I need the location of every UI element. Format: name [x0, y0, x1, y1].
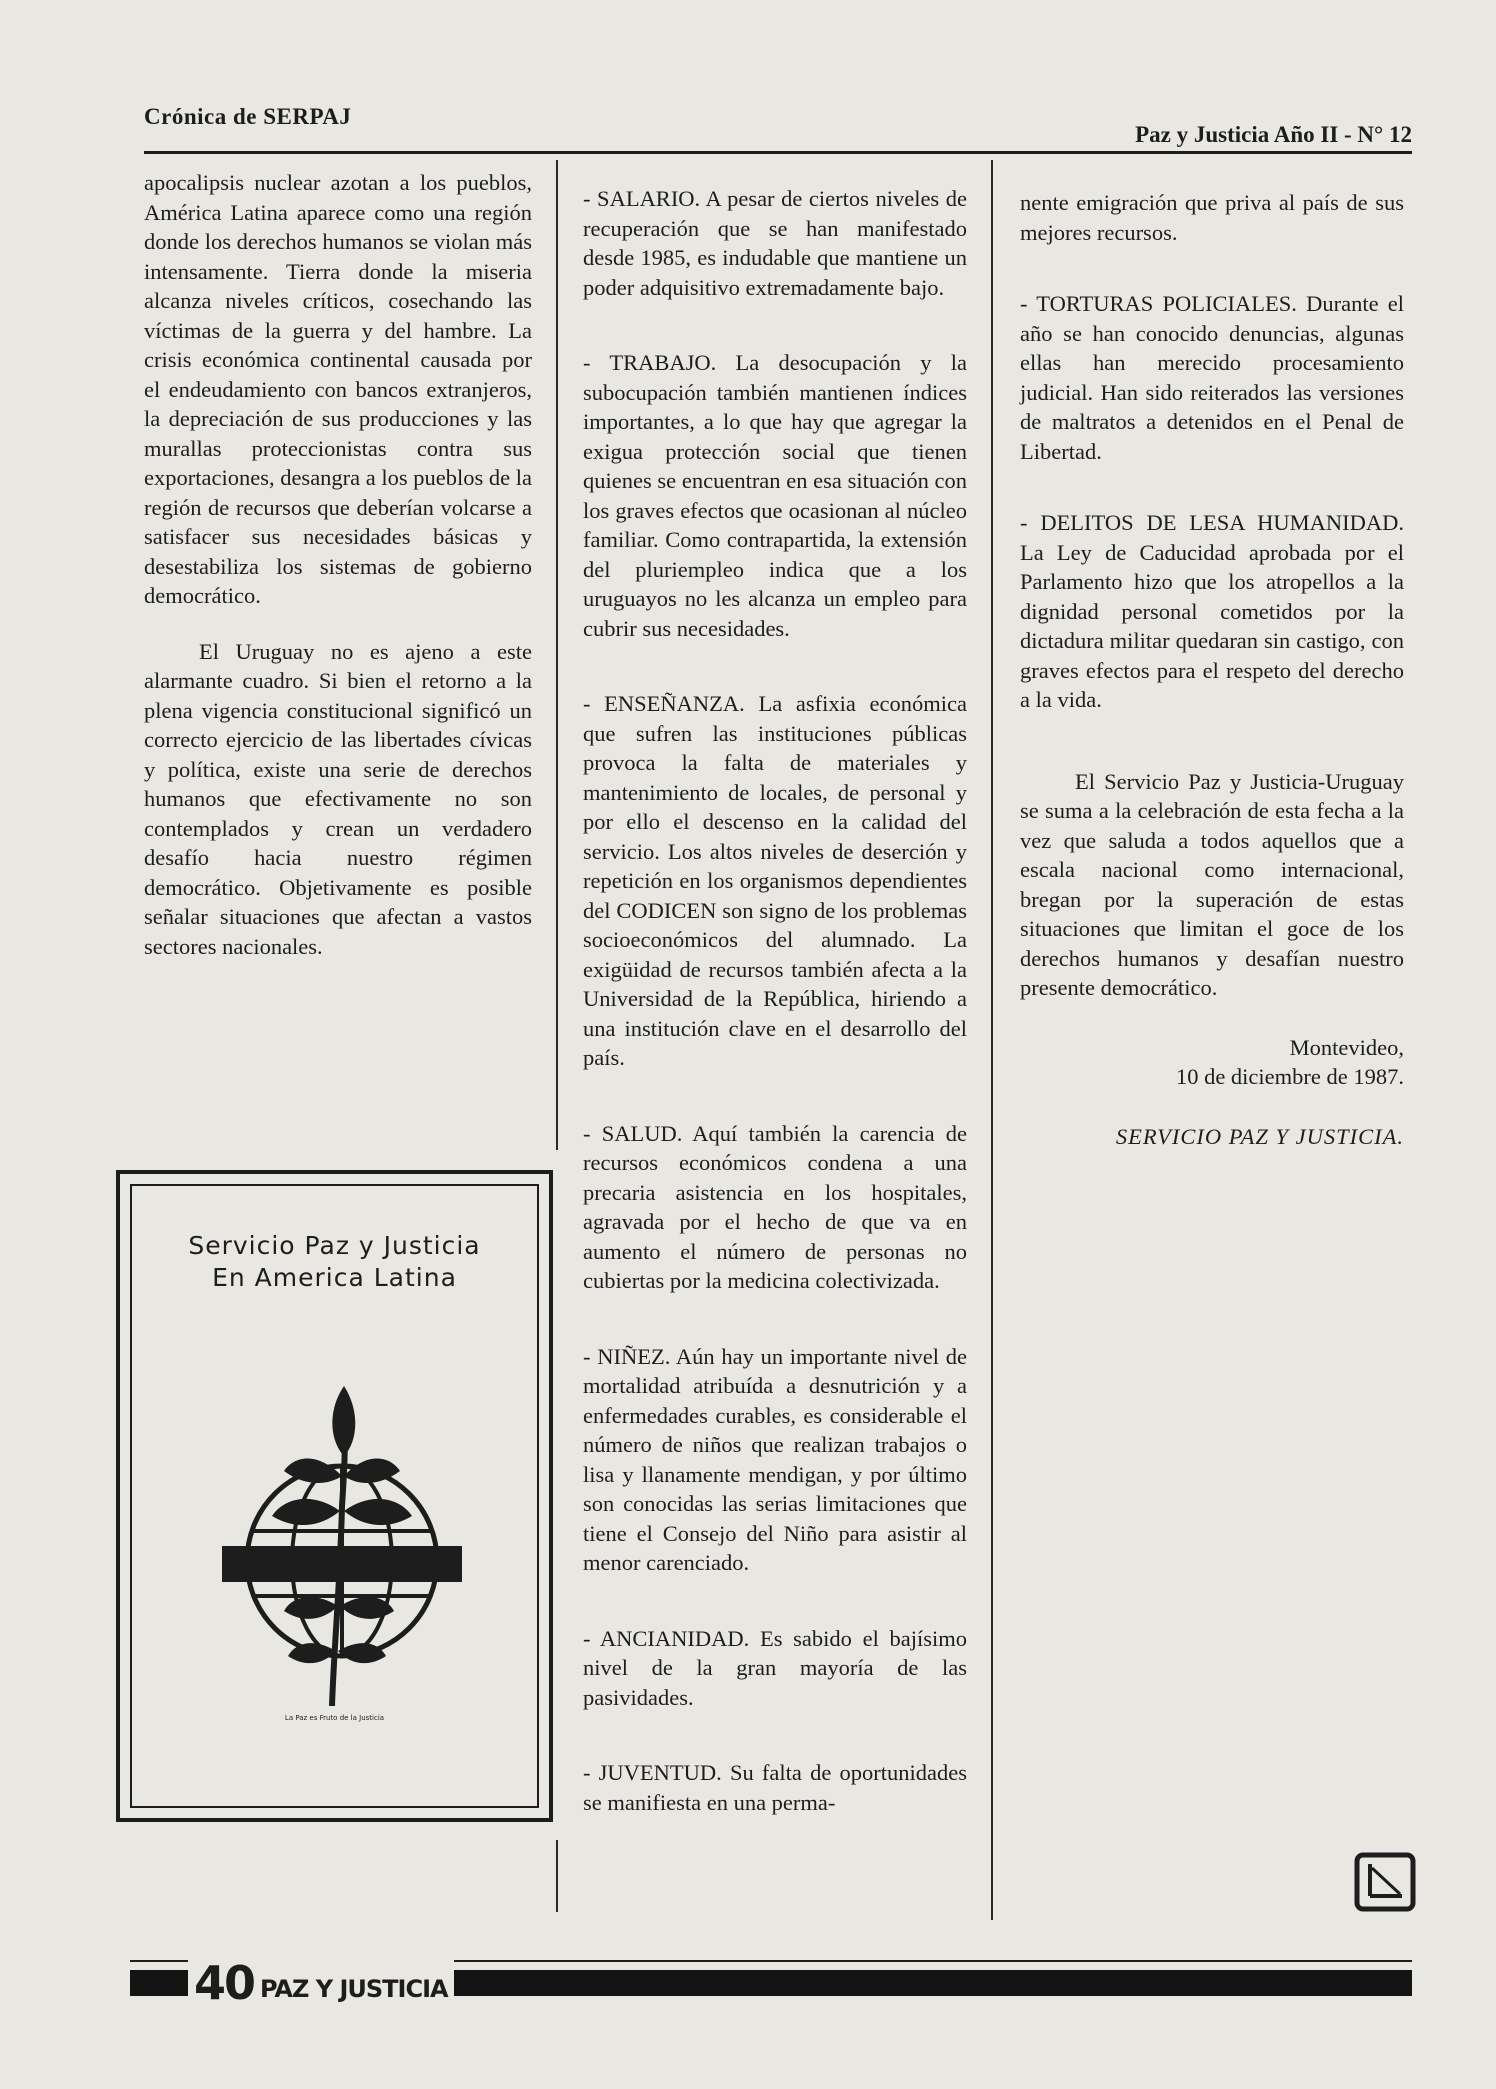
paragraph: - NIÑEZ. Aún hay un importante nivel de mortalidad atribuída a desnutrición y a enfermedades curables, es considerable el número de niños que realizan trabajos o lisa y llanamente mendigan, y por último son conocidas las serias limitaciones que tiene el Consejo del Niño para asistir al menor carenciado. [583, 1343, 967, 1575]
globe-dove-emblem-icon [222, 1386, 462, 1706]
header-section-title: Crónica de SERPAJ [144, 104, 352, 129]
logo-title-line2: En America Latina [212, 1263, 457, 1292]
footer-magazine-name: PAZ Y JUSTICIA [260, 1975, 448, 2003]
column-2 [583, 184, 967, 1843]
paragraph: - TORTURAS POLICIALES. Durante el año se han conocido denuncias, algunas ellas han merecido procesamiento judicial. Han sido reiterados las versiones de maltratos a detenidos en el Penal de Libertad. [1020, 291, 1404, 464]
paragraph: - SALUD. Aquí también la carencia de recursos económicos condena a una precaria asistencia en los hospitales, agravada por el hecho de que va en aumento el número de personas no cubiertas por la medicina colectivizada. [583, 1120, 967, 1293]
date: 10 de diciembre de 1987. [1175, 1064, 1404, 1089]
end-of-article-icon [1354, 1852, 1416, 1912]
serpaj-logo-box [116, 1170, 553, 1822]
column-3 [1020, 188, 1404, 1151]
footer-label [188, 1956, 454, 2010]
paragraph: - JUVENTUD. Su falta de oportunidades se manifiesta en una perma- [583, 1760, 967, 1815]
logo-inner-frame [130, 1184, 539, 1808]
logo-title-line1: Servicio Paz y Justicia [188, 1231, 481, 1260]
paragraph: - SALARIO. A pesar de ciertos niveles de recuperación que se han manifestado desde 1985, es indudable que mantiene un poder adquisitivo extremadamente bajo. [583, 186, 967, 300]
column-divider [991, 160, 993, 1920]
header-issue-info: Paz y Justicia Año II - N° 12 [1135, 122, 1412, 147]
paragraph: nente emigración que priva al país de sus mejores recursos. [1020, 190, 1404, 245]
place: Montevideo, [1289, 1034, 1404, 1060]
page-number: 40 [194, 1956, 255, 2010]
paragraph: - TRABAJO. La desocupación y la subocupación también mantienen índices importantes, a lo que hay que agregar la exigua protección social que tienen quienes se encuentran en esa situación con los graves efectos que ocasionan al núcleo familiar. Como contrapartida, la extensión del pluriempleo indica que a los uruguayos no les alcanza un empleo para cubrir sus necesidades. [583, 350, 967, 641]
paragraph: El Servicio Paz y Justicia-Uruguay se suma a la celebración de esta fecha a la vez que saluda a todos aquellos que a escala nacional como internacional, bregan por la superación de estas situaciones que limitan el goce de los derechos humanos y desafían nuestro presente democrático. [1020, 768, 1404, 1000]
header-rule [144, 151, 1412, 154]
column-1 [144, 168, 532, 987]
paragraph: - ANCIANIDAD. Es sabido el bajísimo nivel de la gran mayoría de las pasividades. [583, 1625, 967, 1710]
paragraph: - ENSEÑANZA. La asfixia económica que sufren las instituciones públicas provoca la falta de materiales y mantenimiento de locales, de personal y por ello el descenso en la calidad del servicio. Los altos niveles de deserción y repetición en los organismos dependientes del CODICEN son signo de los problemas socioeconómicos del alumnado. La exigüidad de recursos también afecta a la Universidad de la República, hiriendo a una institución clave en el desarrollo del país. [583, 691, 967, 1070]
paragraph: - DELITOS DE LESA HUMANIDAD. La Ley de Caducidad aprobada por el Parlamento hizo que los atropellos a la dignidad personal cometidos por la dictadura militar quedaran sin castigo, con graves efectos para el respeto del derecho a la vida. [1020, 510, 1404, 712]
paragraph: El Uruguay no es ajeno a este alarmante cuadro. Si bien el retorno a la plena vigencia constitucional significó un correcto ejercicio de las libertades cívicas y política, existe una serie de derechos humanos que efectivamente no son contemplados y crean un verdadero desafío hacia nuestro régimen democrático. Objetivamente es posible señalar situaciones que afectan a vastos sectores nacionales. [144, 638, 532, 959]
signature: SERVICIO PAZ Y JUSTICIA. [1115, 1123, 1404, 1149]
column-divider [556, 160, 558, 1150]
column-divider [556, 1840, 558, 1912]
logo-caption: La Paz es Fruto de la Justicia [284, 1714, 385, 1722]
paragraph: apocalipsis nuclear azotan a los pueblos, América Latina aparece como una región donde los derechos humanos se violan más intensamente. Tierra donde la miseria alcanza niveles críticos, cosechando las víctimas de la guerra y del hambre. La crisis económica continental causada por el endeudamiento con bancos extranjeros, la depreciación de sus producciones y las murallas proteccionistas contra sus exportaciones, desangra a los pueblos de la región de recursos que deberían volcarse a satisfacer sus necesidades básicas y desestabiliza los sistemas de gobierno democrático. [144, 170, 532, 608]
logo-title [132, 1230, 537, 1294]
